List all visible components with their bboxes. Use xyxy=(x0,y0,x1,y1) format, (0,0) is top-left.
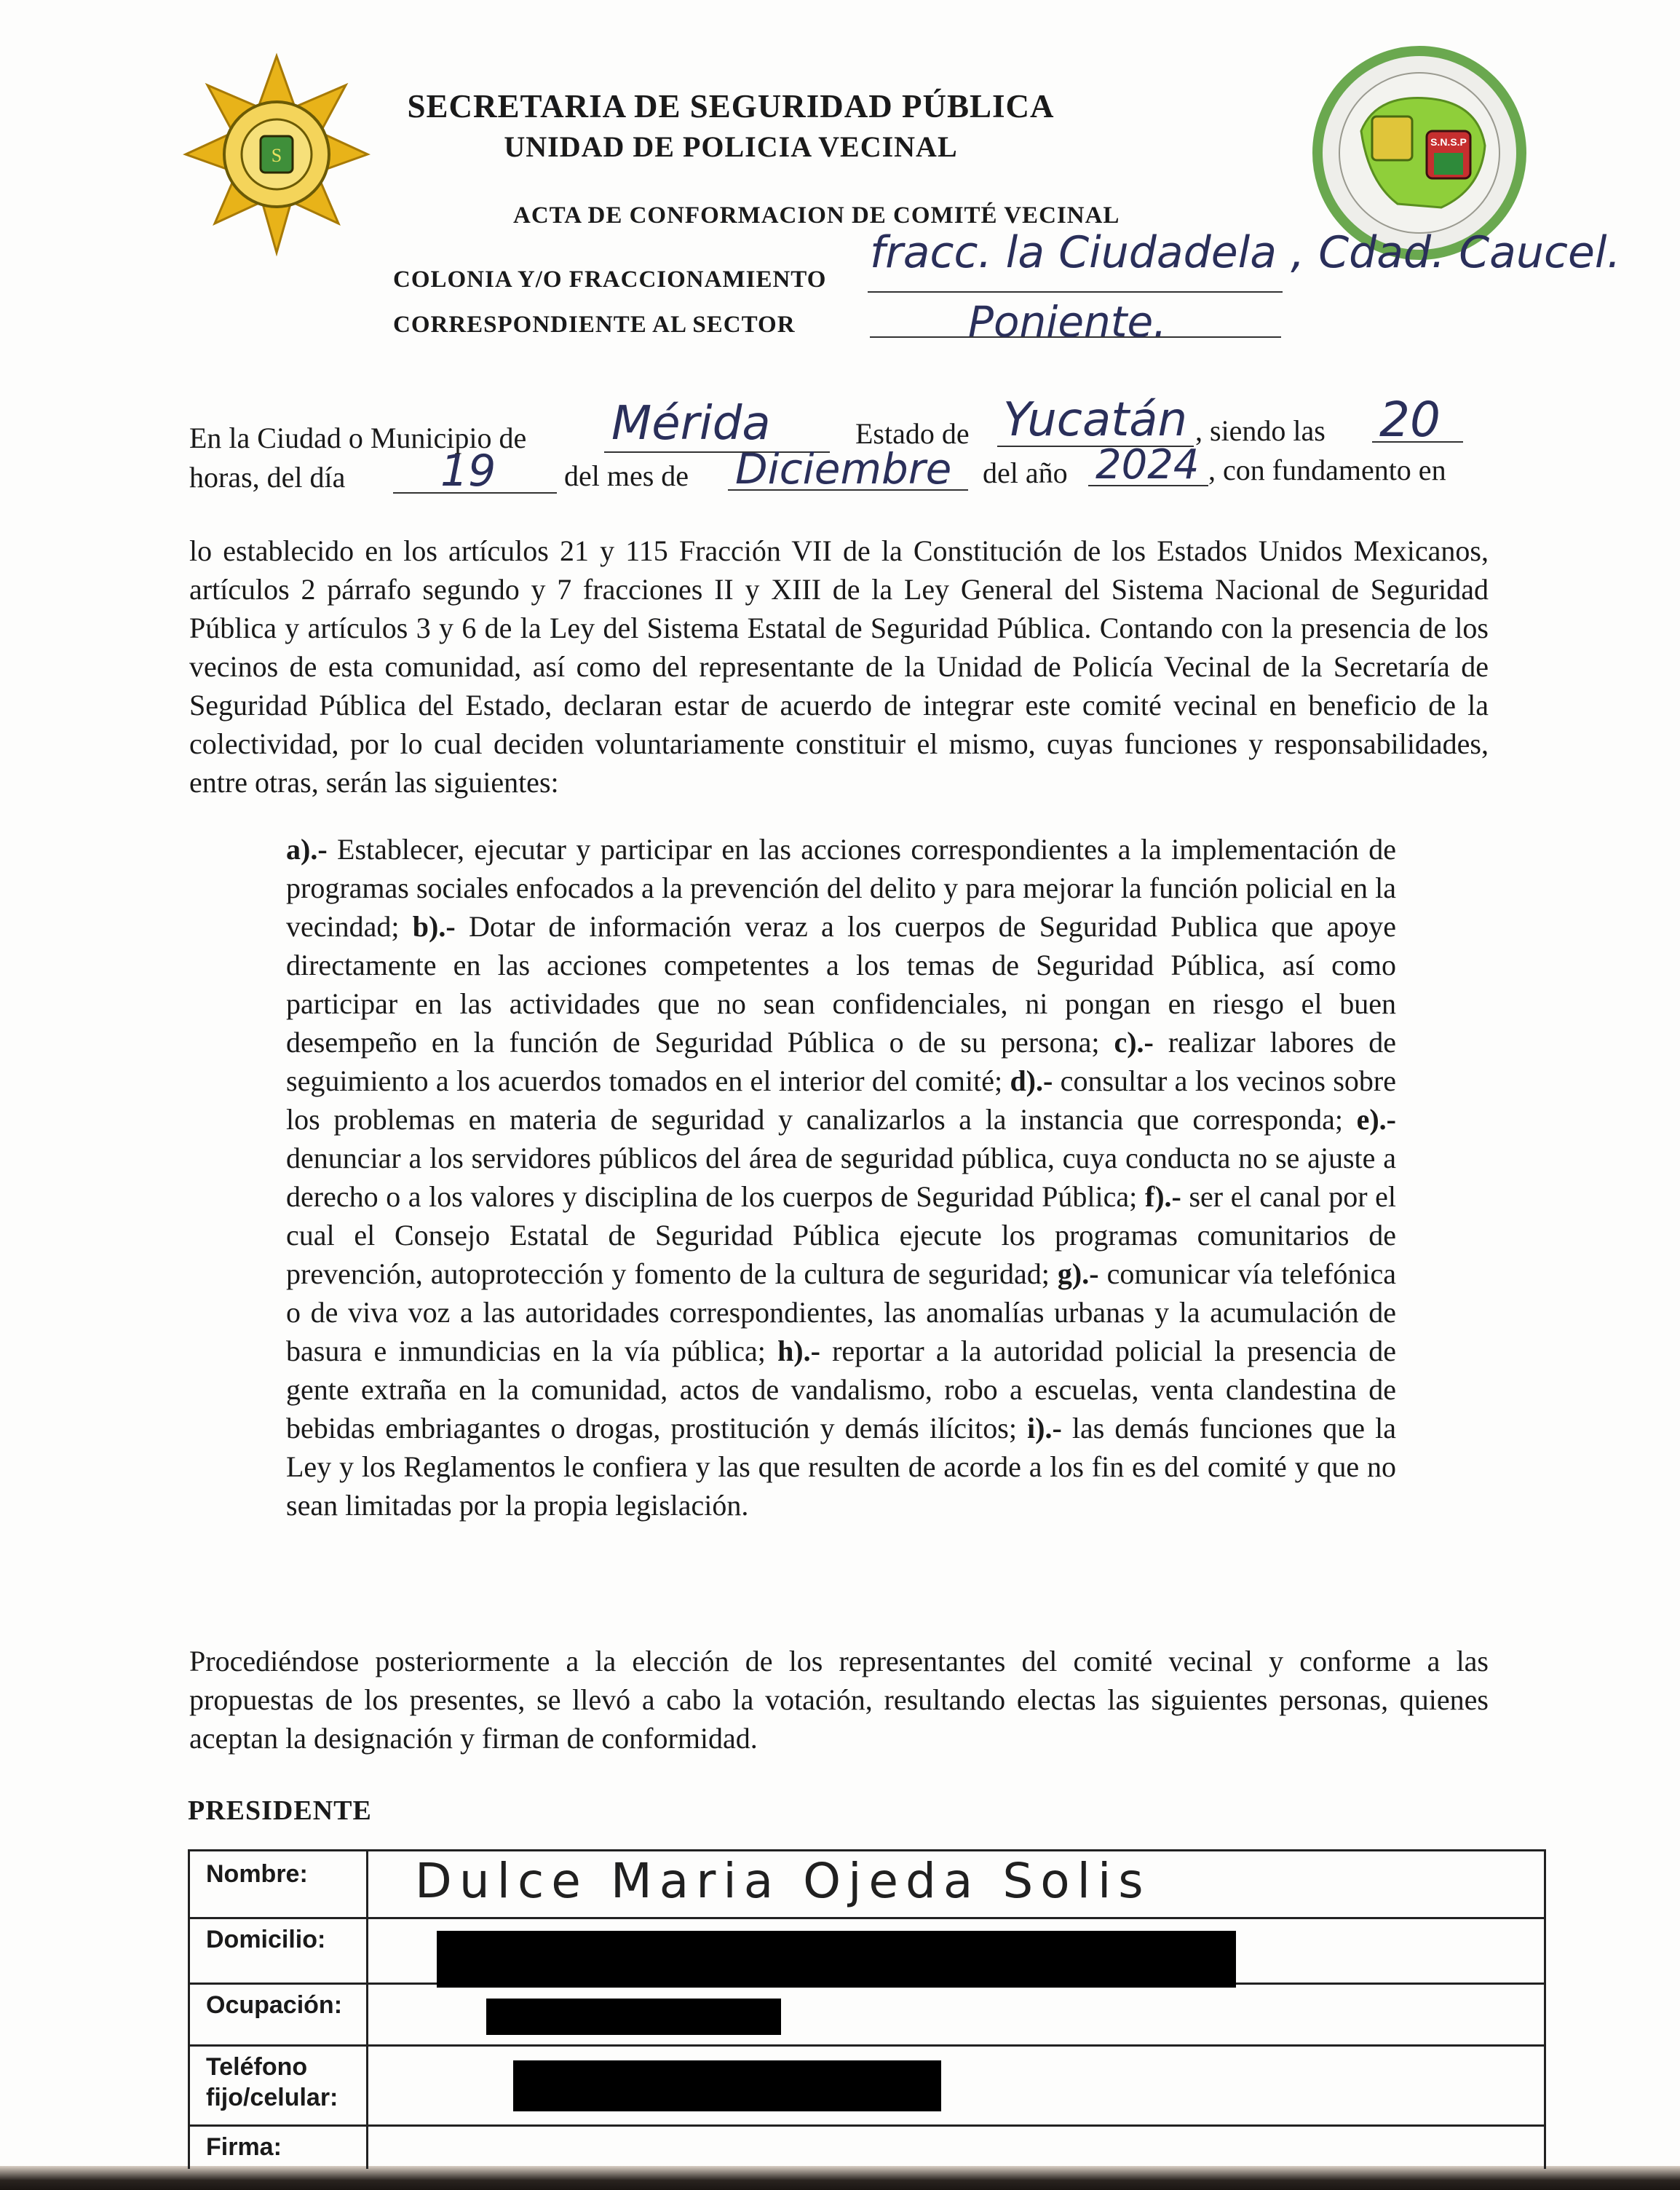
item-i-key: i).- xyxy=(1027,1412,1062,1444)
closing-paragraph: Procediéndose posteriormente a la elección de los representantes del comité vecinal y conforme a las propuestas de los presentes, se llevó a cabo la votación, resultando electas las siguientes personas, quienes aceptan la designación y firman de conformidad. xyxy=(189,1645,1489,1755)
item-h-key: h).- xyxy=(777,1335,820,1367)
item-c-text: realizar labores de seguimiento a los acuerdos tomados en el interior del comité; xyxy=(286,1026,1396,1097)
svg-text:S: S xyxy=(271,145,282,166)
ocupacion-label: Ocupación: xyxy=(206,1991,343,2019)
city-handwritten: Mérida xyxy=(611,397,771,451)
domicilio-label-cell xyxy=(190,1917,368,1983)
item-b-text: Dotar de información veraz a los cuerpos de Seguridad Publica que apoye directamente en las acciones competentes a los temas de Seguridad Pública, así como participar en las actividades que no sean confidenciales, ni pongan en riesgo el buen desempeño en la función de Seguridad Pública o de su persona; xyxy=(286,910,1396,1059)
firma-label-cell xyxy=(190,2124,368,2169)
item-g-key: g).- xyxy=(1057,1257,1099,1290)
month-label: del mes de xyxy=(564,459,689,492)
nombre-label-cell xyxy=(190,1851,368,1917)
domicilio-label: Domicilio: xyxy=(206,1926,326,1953)
day-label: horas, del día xyxy=(189,461,346,494)
year-label: del año xyxy=(983,456,1068,489)
colonia-label: COLONIA Y/O FRACCIONAMIENTO xyxy=(393,266,827,293)
colonia-underline xyxy=(868,291,1283,293)
acta-title: ACTA DE CONFORMACION DE COMITÉ VECINAL xyxy=(513,202,1120,229)
item-g-text: comunicar vía telefónica o de viva voz a las autoridades correspondientes, las anomalías urbanas y la acumulación de basura e inmundicias en la vía pública; xyxy=(286,1257,1396,1367)
ocupacion-label-cell xyxy=(190,1983,368,2044)
item-f-text: ser el canal por el cual el Consejo Estatal de Seguridad Pública ejecute los programas comunitarios de prevención, autoprotección y fomento de la cultura de seguridad; xyxy=(286,1180,1396,1290)
telefono-label: Teléfono fijo/celular: xyxy=(206,2053,338,2111)
ocupacion-redaction xyxy=(486,1999,781,2035)
item-i-text: las demás funciones que la Ley y los Reglamentos le confiera y las que resulten de acorde a los fin es del comité y que no sean limitadas por la propia legislación. xyxy=(286,1412,1396,1522)
hour-handwritten: 20 xyxy=(1379,392,1441,448)
state-label: Estado de xyxy=(855,417,970,450)
item-d-key: d).- xyxy=(1010,1064,1053,1097)
month-underline xyxy=(728,489,968,491)
item-f-key: f).- xyxy=(1144,1180,1181,1213)
item-h-text: reportar a la autoridad policial la presencia de gente extraña en la comunidad, actos de vandalismo, robo a escuelas, venta clandestina de bebidas embriagantes o drogas, prostitución y demás ilícitos; xyxy=(286,1335,1397,1444)
item-e-text: denunciar a los servidores públicos del área de seguridad pública, cuya conducta no se ajuste a derecho o a los valores y disciplina de los cuerpos de Seguridad Pública; xyxy=(286,1142,1396,1213)
president-name-handwritten: Dulce Maria Ojeda Solis xyxy=(415,1853,1151,1909)
consejo-seal-badge-text: S.N.S.P xyxy=(1430,136,1467,148)
year-handwritten: 2024 xyxy=(1095,441,1200,489)
president-heading: PRESIDENTE xyxy=(188,1795,372,1826)
functions-list xyxy=(286,830,1396,1525)
month-handwritten: Diciembre xyxy=(735,444,952,494)
item-b-key: b).- xyxy=(412,910,456,943)
item-c-key: c).- xyxy=(1114,1026,1154,1059)
header-title-line2: UNIDAD DE POLICIA VECINAL xyxy=(504,130,958,163)
item-a-key: a).- xyxy=(286,833,328,866)
day-underline xyxy=(393,492,557,494)
sector-label: CORRESPONDIENTE AL SECTOR xyxy=(393,312,796,338)
domicilio-redaction xyxy=(437,1931,1236,1988)
intro-paragraph: lo establecido en los artículos 21 y 115 Fracción VII de la Constitución de los Estados Unidos Mexicanos, artículos 2 párrafo segundo y 7 fracciones II y XIII de la Ley General del Sistema Nacional de Seguridad Pública y artículos 3 y 6 de la Ley del Sistema Estatal de Seguridad Pública. Contando con la presencia de los vecinos de esta comunidad, así como del representante de la Unidad de Policía Vecinal de la Secretaría de Seguridad Pública del Estado, declaran estar de acuerdo de integrar este comité vecinal en beneficio de la colectividad, por lo cual deciden voluntariamente constituir el mismo, cuyas funciones y responsabilidades, entre otras, serán las siguientes: xyxy=(189,534,1489,799)
day-handwritten: 19 xyxy=(440,446,496,497)
state-handwritten: Yucatán xyxy=(1003,393,1188,447)
item-a-text: Establecer, ejecutar y participar en las acciones correspondientes a la implementación de programas sociales enfocados a la prevención del delito y para mejorar la función policial en la vecindad; xyxy=(286,833,1396,943)
row-firma xyxy=(190,2124,1544,2169)
fundamento-label: , con fundamento en xyxy=(1208,454,1446,486)
telefono-label-cell xyxy=(190,2044,368,2124)
telefono-redaction xyxy=(513,2060,941,2111)
nombre-label: Nombre: xyxy=(206,1860,308,1888)
row-ocupacion xyxy=(190,1983,1544,2047)
colonia-handwritten-value: fracc. la Ciudadela , Cdad. Caucel. xyxy=(870,227,1621,278)
item-e-key: e).- xyxy=(1356,1103,1396,1136)
intro-city-prefix: En la Ciudad o Municipio de xyxy=(189,422,527,454)
sector-handwritten-value: Poniente. xyxy=(968,297,1167,347)
header-title-line1: SECRETARIA DE SEGURIDAD PÚBLICA xyxy=(407,88,1055,124)
item-d-text: consultar a los vecinos sobre los problemas en materia de seguridad y canalizarlos a la instancia que corresponda; xyxy=(286,1064,1397,1136)
firma-label: Firma: xyxy=(206,2133,282,2161)
hour-label: , siendo las xyxy=(1195,414,1326,447)
hour-underline xyxy=(1372,441,1463,443)
page-bottom-edge xyxy=(0,2166,1680,2190)
year-underline xyxy=(1088,485,1208,486)
